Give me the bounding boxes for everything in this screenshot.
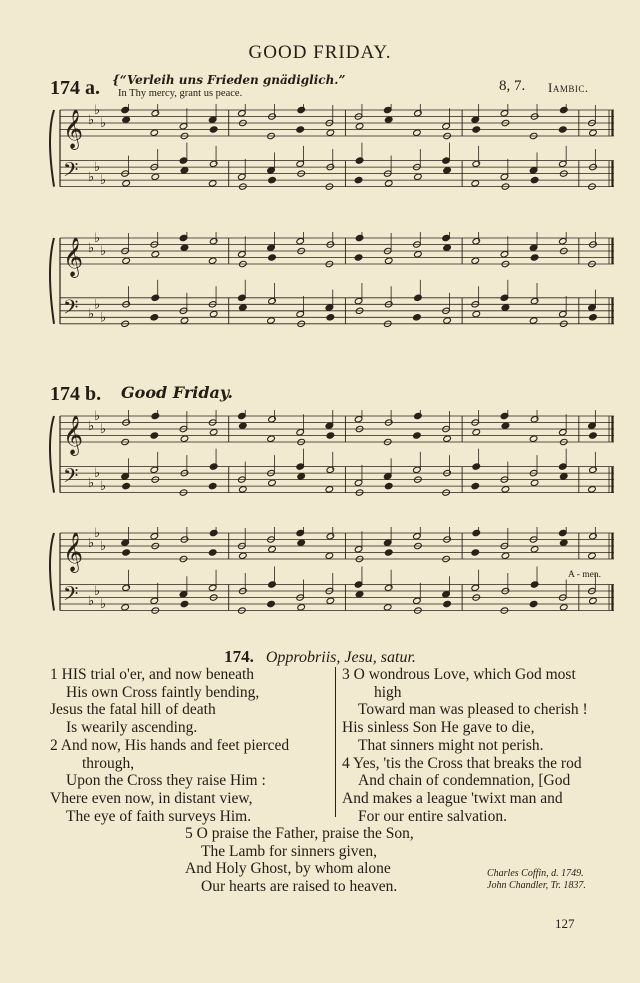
note-head [472, 160, 481, 167]
stanza-line: And makes a league 'twixt man and [342, 789, 563, 807]
note-head [472, 238, 481, 245]
note-head [268, 416, 277, 423]
music-system [48, 104, 618, 214]
note-head [238, 110, 247, 117]
bass-clef: 𝄢 [63, 295, 79, 324]
note-head [208, 180, 217, 187]
note-head [208, 116, 217, 123]
note-head [413, 314, 422, 321]
note-head [354, 416, 363, 423]
note-head [326, 432, 335, 439]
music-system [48, 527, 618, 639]
note-head [530, 479, 539, 486]
note-head [239, 304, 248, 311]
note-head [500, 251, 509, 258]
flat-sign: ♭ [100, 538, 107, 553]
note-head [326, 466, 335, 473]
stanza-line: through, [82, 754, 135, 772]
stanza-line: Jesus the fatal hill of death [50, 701, 216, 719]
flat-sign: ♭ [100, 596, 107, 612]
note-head [297, 473, 306, 480]
note-head [442, 234, 451, 241]
note-head [151, 173, 160, 180]
stanza-line: Our hearts are raised to heaven. [201, 878, 398, 896]
note-head [443, 317, 452, 324]
note-head [442, 123, 451, 130]
stanza-line: 5 O praise the Father, praise the Son, [185, 825, 414, 842]
note-head [471, 180, 480, 187]
note-head [529, 244, 538, 251]
page-number: 127 [555, 916, 575, 931]
note-head [151, 412, 160, 419]
column-divider [335, 667, 336, 817]
note-head [180, 600, 189, 607]
note-head [588, 304, 597, 311]
note-head [588, 552, 597, 559]
note-head [268, 546, 277, 553]
note-head [413, 597, 422, 604]
note-head [122, 180, 131, 187]
music-system [48, 410, 618, 520]
note-head [384, 257, 393, 264]
note-head [501, 304, 510, 311]
note-head [267, 317, 276, 324]
stanza-line: His sinless Son He gave to die, [342, 719, 535, 737]
note-head [150, 432, 159, 439]
brace [50, 533, 54, 611]
staff-svg [48, 232, 618, 362]
note-head [296, 126, 305, 133]
note-head [588, 486, 597, 493]
note-head [239, 552, 248, 559]
note-head [180, 317, 189, 324]
note-head [209, 310, 218, 317]
note-head [589, 129, 598, 136]
note-head [268, 479, 277, 486]
staff-svg [48, 527, 618, 639]
note-head [150, 314, 159, 321]
note-head [354, 297, 363, 304]
note-head [326, 533, 335, 540]
note-head [471, 482, 480, 489]
note-head [121, 604, 130, 611]
note-head [384, 549, 393, 556]
flat-sign: ♭ [94, 583, 101, 599]
note-head [268, 297, 277, 304]
flat-sign: ♭ [100, 478, 107, 494]
credit-author: Charles Coffin, d. 1749. [487, 868, 584, 879]
page-title: GOOD FRIDAY. [248, 42, 392, 63]
note-head [560, 539, 569, 546]
note-head [589, 432, 598, 439]
note-head [355, 591, 364, 598]
note-head [151, 294, 160, 301]
note-head [501, 552, 510, 559]
note-head [530, 254, 539, 261]
stanza-line: That sinners might not perish. [358, 736, 544, 754]
brace [50, 110, 54, 187]
note-head [179, 157, 188, 164]
note-head [208, 584, 217, 591]
note-head [297, 539, 306, 546]
bass-clef: 𝄢 [63, 582, 79, 611]
note-head [355, 234, 364, 241]
note-head [209, 429, 218, 436]
tune-a-english-title: In Thy mercy, grant us peace. [118, 88, 243, 99]
note-head [267, 435, 276, 442]
tune-b-name: Good Friday. [121, 383, 233, 402]
note-head [208, 257, 217, 264]
hymn-latin-title: Opprobriis, Jesu, satur. [265, 649, 416, 666]
note-head [150, 597, 159, 604]
note-head [559, 429, 568, 436]
note-head [268, 254, 277, 261]
note-head [414, 173, 423, 180]
note-head [529, 317, 538, 324]
note-head [267, 600, 276, 607]
note-head [589, 533, 598, 540]
note-head [179, 234, 188, 241]
note-head [297, 106, 306, 113]
stanza-line: 3 O wondrous Love, which God most [342, 666, 576, 683]
tune-a-meter-type: Iambic. [548, 80, 589, 95]
staff-svg [48, 104, 618, 214]
note-head [121, 106, 130, 113]
final-stanza [185, 825, 485, 896]
note-head [209, 529, 218, 536]
note-head [150, 533, 159, 540]
note-head [296, 529, 305, 536]
note-head [325, 422, 334, 429]
note-head [150, 466, 159, 473]
note-head [589, 597, 598, 604]
note-head [268, 581, 277, 588]
flat-sign: ♭ [88, 534, 95, 550]
stanza-line: The Lamb for sinners given, [201, 842, 378, 860]
flat-sign: ♭ [88, 306, 95, 322]
note-head [150, 129, 159, 136]
flat-sign: ♭ [94, 104, 101, 117]
note-head [560, 106, 569, 113]
note-head [209, 160, 218, 167]
brace [50, 238, 54, 324]
note-head [413, 432, 422, 439]
note-head [530, 176, 539, 183]
note-head [442, 157, 451, 164]
note-head [326, 129, 335, 136]
note-head [472, 310, 481, 317]
note-head [383, 539, 392, 546]
note-head [471, 116, 480, 123]
stanza-line: His own Cross faintly bending, [66, 683, 260, 701]
note-head [443, 167, 452, 174]
note-head [472, 429, 481, 436]
note-head [267, 244, 276, 251]
stanza-line: 1 HIS trial o'er, and now beneath [50, 666, 255, 683]
note-head [122, 257, 131, 264]
note-head [413, 129, 422, 136]
note-head [180, 244, 189, 251]
note-head [355, 157, 364, 164]
note-head [354, 546, 363, 553]
tune-b-number: 174 b. [50, 383, 102, 405]
note-head [354, 581, 363, 588]
amen-label: A - men. [568, 570, 601, 580]
flat-sign: ♭ [88, 111, 95, 127]
note-head [501, 422, 510, 429]
stanza-line: 2 And now, His hands and feet pierced [50, 736, 290, 754]
note-head [122, 482, 131, 489]
note-head [471, 549, 480, 556]
flat-sign: ♭ [94, 465, 101, 481]
note-head [442, 591, 451, 598]
note-head [472, 463, 481, 470]
stanza-line: high [374, 683, 402, 701]
note-head [384, 180, 393, 187]
stanza-line: And Holy Ghost, by whom alone [185, 860, 391, 878]
note-head [326, 597, 335, 604]
note-head [238, 294, 247, 301]
note-head [529, 435, 538, 442]
note-head [414, 110, 423, 117]
flat-sign: ♭ [88, 168, 95, 184]
note-head [238, 173, 247, 180]
note-head [530, 581, 539, 588]
bass-clef: 𝄢 [63, 464, 79, 493]
note-head [122, 549, 131, 556]
flat-sign: ♭ [94, 527, 101, 540]
note-head [151, 251, 160, 258]
note-head [559, 310, 568, 317]
flat-sign: ♭ [88, 592, 95, 608]
note-head [559, 238, 568, 245]
flat-sign: ♭ [100, 172, 107, 188]
hymn-number: 174. [224, 647, 254, 666]
stanza-line: Vhere even now, in distant view, [50, 789, 253, 807]
note-head [471, 257, 480, 264]
stanza-line: And chain of condemnation, [God [358, 772, 571, 790]
note-head [560, 473, 569, 480]
note-head [325, 304, 334, 311]
note-head [500, 412, 509, 419]
note-head [239, 486, 248, 493]
treble-clef: 𝄞 [63, 109, 84, 149]
note-head [589, 466, 598, 473]
note-head [443, 435, 452, 442]
flat-sign: ♭ [94, 232, 101, 245]
credit-translator: John Chandler, Tr. 1837. [487, 880, 586, 891]
note-head [383, 604, 392, 611]
bass-clef: 𝄢 [63, 158, 79, 187]
note-head [414, 294, 423, 301]
flat-sign: ♭ [88, 239, 95, 255]
tune-a-number: 174 a. [50, 77, 100, 99]
note-head [472, 529, 481, 536]
note-head [413, 466, 422, 473]
stanza-line: Upon the Cross they raise Him : [66, 772, 266, 790]
stanza-line: Is wearily ascending. [66, 719, 198, 737]
note-head [296, 463, 305, 470]
note-head [238, 412, 247, 419]
note-head [208, 482, 217, 489]
note-head [501, 486, 510, 493]
note-head [560, 604, 569, 611]
flat-sign: ♭ [100, 421, 107, 436]
note-head [209, 126, 218, 133]
note-head [413, 533, 422, 540]
flat-sign: ♭ [100, 115, 107, 130]
note-head [530, 297, 539, 304]
note-head [326, 314, 335, 321]
note-head [443, 244, 452, 251]
note-head [588, 422, 597, 429]
note-head [180, 435, 189, 442]
note-head [354, 479, 363, 486]
note-head [325, 552, 334, 559]
note-head [354, 176, 363, 183]
treble-clef: 𝄞 [63, 532, 84, 572]
hymn-title [0, 647, 640, 667]
note-head [267, 167, 276, 174]
note-head [180, 167, 189, 174]
note-head [414, 412, 423, 419]
right-column-stanzas [342, 666, 632, 825]
note-head [384, 482, 393, 489]
note-head [559, 126, 568, 133]
note-head [559, 463, 568, 470]
stanza-line: For our entire salvation. [358, 807, 507, 825]
note-head [414, 251, 423, 258]
note-head [296, 238, 305, 245]
tune-a-german-title: {“Verleih uns Frieden gnädiglich.” [112, 73, 346, 87]
flat-sign: ♭ [88, 474, 95, 490]
stanza-line: The eye of faith surveys Him. [66, 807, 252, 825]
note-head [500, 110, 509, 117]
note-head [209, 463, 218, 470]
note-head [384, 116, 393, 123]
note-head [383, 106, 392, 113]
note-head [208, 549, 217, 556]
note-head [122, 584, 131, 591]
note-head [500, 294, 509, 301]
note-head [355, 123, 364, 130]
note-head [239, 422, 248, 429]
note-head [354, 254, 363, 261]
note-head [238, 251, 247, 258]
note-head [179, 123, 188, 130]
note-head [209, 238, 218, 245]
note-head [589, 314, 598, 321]
note-head [530, 546, 539, 553]
note-head [121, 539, 130, 546]
flat-sign: ♭ [94, 159, 101, 175]
left-column-stanzas [50, 666, 330, 825]
note-head [297, 604, 306, 611]
note-head [530, 416, 539, 423]
note-head [559, 529, 568, 536]
staff-svg [48, 410, 618, 520]
note-head [122, 116, 131, 123]
brace [50, 416, 54, 493]
note-head [121, 473, 130, 480]
note-head [325, 486, 334, 493]
music-system [48, 232, 618, 362]
treble-clef: 𝄞 [63, 237, 84, 277]
note-head [179, 591, 188, 598]
note-head [559, 160, 568, 167]
note-head [383, 473, 392, 480]
note-head [472, 126, 481, 133]
stanza-line: Toward man was pleased to cherish ! [358, 701, 588, 719]
note-head [443, 600, 452, 607]
note-head [529, 600, 538, 607]
note-head [529, 167, 538, 174]
treble-clef: 𝄞 [63, 415, 84, 455]
note-head [384, 584, 393, 591]
tune-a-meter: 8, 7. [499, 78, 526, 94]
flat-sign: ♭ [94, 410, 101, 423]
note-head [296, 160, 305, 167]
flat-sign: ♭ [100, 243, 107, 258]
note-head [471, 584, 480, 591]
note-head [500, 173, 509, 180]
note-head [296, 310, 305, 317]
stanza-line: 4 Yes, 'tis the Cross that breaks the rod [342, 754, 582, 772]
note-head [296, 429, 305, 436]
flat-sign: ♭ [100, 309, 107, 325]
flat-sign: ♭ [94, 296, 101, 312]
note-head [268, 176, 277, 183]
note-head [151, 110, 160, 117]
flat-sign: ♭ [88, 417, 95, 433]
